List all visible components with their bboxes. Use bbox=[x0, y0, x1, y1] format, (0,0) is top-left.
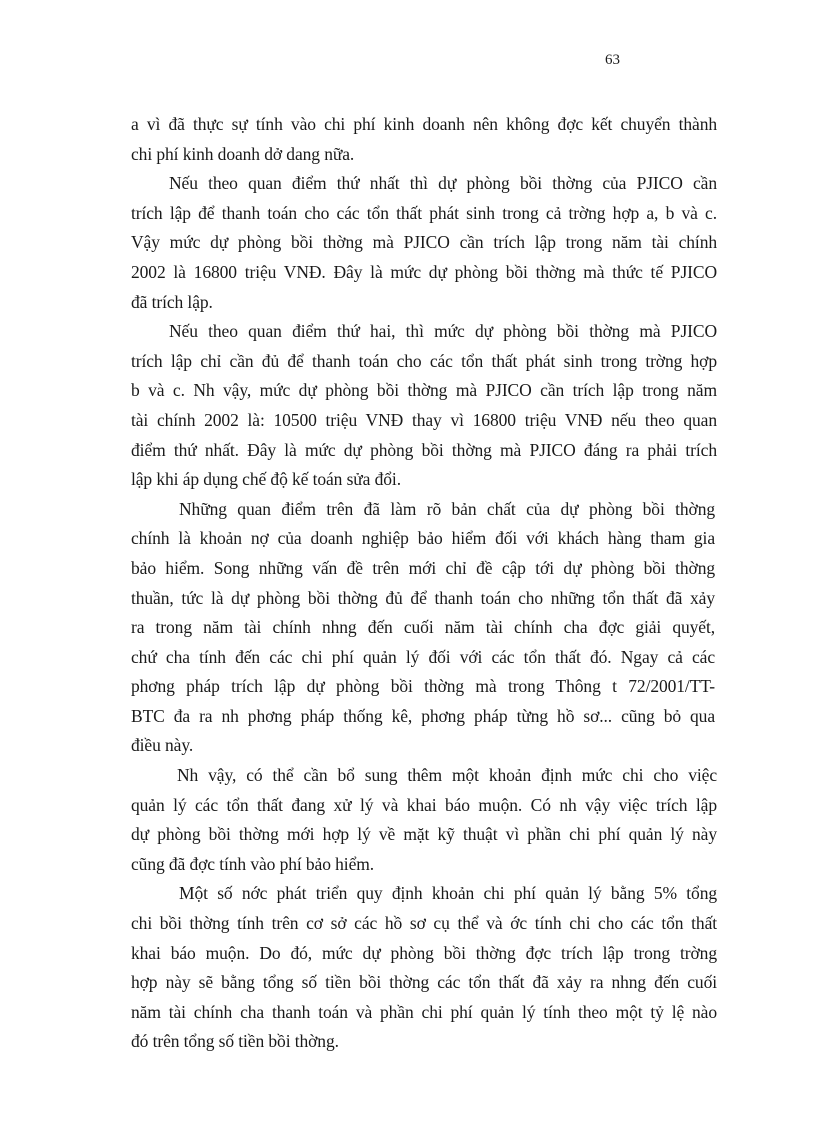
paragraph-6 bbox=[131, 879, 717, 1057]
text-line: lập khi áp dụng chế độ kế toán sửa đổi. bbox=[131, 469, 401, 490]
text-line: chính là khoản nợ của doanh nghiệp bảo hiểm đối với khách hàng tham gia bbox=[131, 528, 715, 549]
text-line: điểm thứ nhất. Đây là mức dự phòng bồi thờng mà PJICO đáng ra phải trích bbox=[131, 439, 717, 460]
text-line: Nếu theo quan điểm thứ hai, thì mức dự phòng bồi thờng mà PJICO bbox=[169, 321, 717, 342]
text-line: tài chính 2002 là: 10500 triệu VNĐ thay vì 16800 triệu VNĐ nếu theo quan bbox=[131, 409, 717, 430]
text-line: bảo hiểm. Song những vấn đề trên mới chỉ đề cập tới dự phòng bồi thờng bbox=[131, 557, 715, 578]
text-line: b và c. Nh vậy, mức dự phòng bồi thờng mà PJICO cần trích lập trong năm bbox=[131, 380, 717, 401]
text-line: Nếu theo quan điểm thứ nhất thì dự phòng bồi thờng của PJICO cần bbox=[169, 173, 717, 194]
text-line: Nh vậy, có thể cần bổ sung thêm một khoản định mức chi cho việc bbox=[177, 765, 717, 786]
text-line: quản lý các tổn thất đang xử lý và khai báo muộn. Có nh vậy việc trích lập bbox=[131, 794, 717, 815]
text-line: dự phòng bồi thờng mới hợp lý về mặt kỹ thuật vì phần chi phí quản lý này bbox=[131, 824, 717, 845]
text-line: trích lập để thanh toán cho các tổn thất phát sinh trong cả trờng hợp a, b và c. bbox=[131, 202, 717, 223]
text-line: chứ cha tính đến các chi phí quản lý đối với các tổn thất đó. Ngay cả các bbox=[131, 646, 715, 667]
text-line: đã trích lập. bbox=[131, 291, 213, 312]
text-line: 2002 là 16800 triệu VNĐ. Đây là mức dự phòng bồi thờng mà thức tế PJICO bbox=[131, 261, 717, 282]
paragraph-3 bbox=[131, 317, 717, 495]
text-line: ra trong năm tài chính nhng đến cuối năm tài chính cha đợc giải quyết, bbox=[131, 617, 715, 638]
text-line: chi bồi thờng tính trên cơ sở các hồ sơ cụ thể và ớc tính chi cho các tổn thất bbox=[131, 913, 717, 934]
text-line: khai báo muộn. Do đó, mức dự phòng bồi thờng đợc trích lập trong trờng bbox=[131, 942, 717, 963]
paragraph-1 bbox=[131, 110, 717, 169]
text-line: thuần, tức là dự phòng bồi thờng đủ để thanh toán cho những tổn thất đã xảy bbox=[131, 587, 715, 608]
text-line: Một số nớc phát triển quy định khoản chi phí quản lý bằng 5% tổng bbox=[179, 883, 717, 904]
text-line: hợp này sẽ bằng tổng số tiền bồi thờng các tổn thất đã xảy ra nhng đến cuối bbox=[131, 972, 717, 993]
text-line: trích lập chỉ cần đủ để thanh toán cho các tổn thất phát sinh trong trờng hợp bbox=[131, 350, 717, 371]
text-line: a vì đã thực sự tính vào chi phí kinh doanh nên không đợc kết chuyển thành bbox=[131, 114, 717, 134]
text-line: Vậy mức dự phòng bồi thờng mà PJICO cần trích lập trong năm tài chính bbox=[131, 232, 717, 253]
text-line: BTC đa ra nh phơng pháp thống kê, phơng pháp từng hồ sơ... cũng bỏ qua bbox=[131, 705, 715, 726]
text-line: điều này. bbox=[131, 735, 194, 756]
text-line: đó trên tổng số tiền bồi thờng. bbox=[131, 1031, 339, 1052]
document-body bbox=[131, 110, 717, 1057]
paragraph-2 bbox=[131, 169, 717, 317]
paragraph-4 bbox=[131, 495, 717, 761]
page-number: 63 bbox=[605, 52, 620, 68]
text-line: cũng đã đợc tính vào phí bảo hiểm. bbox=[131, 853, 375, 874]
text-line: năm tài chính cha thanh toán và phần chi phí quản lý tính theo một tỷ lệ nào bbox=[131, 1001, 717, 1022]
text-line: phơng pháp trích lập dự phòng bồi thờng mà trong Thông t 72/2001/TT- bbox=[131, 676, 715, 697]
text-line: Những quan điểm trên đã làm rõ bản chất của dự phòng bồi thờng bbox=[179, 498, 715, 519]
text-line: chi phí kinh doanh dở dang nữa. bbox=[131, 143, 355, 164]
paragraph-5 bbox=[131, 761, 717, 879]
